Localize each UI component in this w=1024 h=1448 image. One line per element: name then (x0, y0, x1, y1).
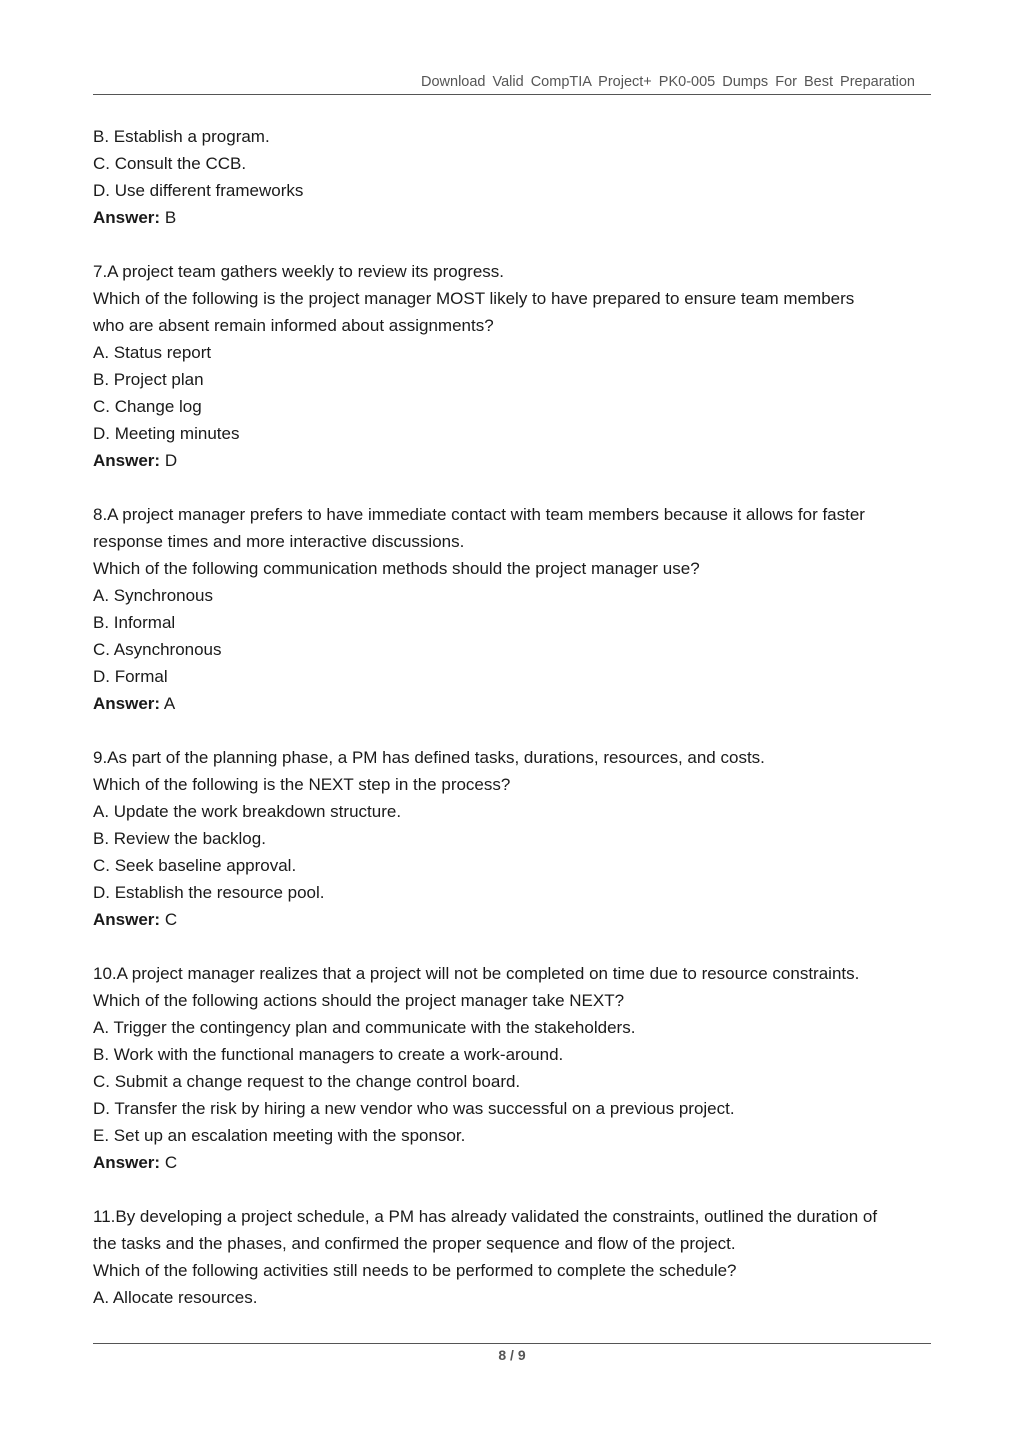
answer-line (93, 1149, 931, 1176)
question-text: 11.By developing a project schedule, a PM has already validated the constraints, outlined the duration of (93, 1207, 878, 1226)
question-text: Which of the following is the project manager MOST likely to have prepared to ensure team members (93, 289, 855, 308)
question-text: 8.A project manager prefers to have immediate contact with team members because it allows for faster (93, 505, 865, 524)
option-line: C. Seek baseline approval. (93, 856, 297, 875)
option-line: A. Synchronous (93, 586, 214, 605)
option-line: B. Project plan (93, 370, 204, 389)
option-line: E. Set up an escalation meeting with the sponsor. (93, 1126, 466, 1145)
question-text: Which of the following activities still needs to be performed to complete the schedule? (93, 1261, 737, 1280)
option-line: B. Establish a program. (93, 127, 270, 146)
answer-line (93, 204, 931, 231)
option-line: B. Review the backlog. (93, 829, 266, 848)
answer-label: Answer: (93, 451, 161, 470)
answer-label: Answer: (93, 1153, 161, 1172)
question-text: Which of the following is the NEXT step in the process? (93, 775, 511, 794)
question-text: who are absent remain informed about assignments? (93, 316, 494, 335)
option-line: B. Work with the functional managers to create a work-around. (93, 1045, 564, 1064)
answer-value: B (164, 208, 177, 227)
option-line: D. Formal (93, 667, 168, 686)
option-line: D. Use different frameworks (93, 181, 304, 200)
question-text: Which of the following communication methods should the project manager use? (93, 559, 700, 578)
option-line: A. Status report (93, 343, 212, 362)
answer-value: C (164, 910, 178, 929)
spacer (93, 717, 931, 744)
answer-line (93, 690, 931, 717)
question-text: response times and more interactive discussions. (93, 532, 465, 551)
document-body (93, 123, 931, 1311)
option-line: C. Change log (93, 397, 202, 416)
page-header (93, 72, 931, 95)
option-line: D. Establish the resource pool. (93, 883, 325, 902)
question-text: Which of the following actions should the project manager take NEXT? (93, 991, 625, 1010)
option-line: D. Meeting minutes (93, 424, 240, 443)
question-text: 7.A project team gathers weekly to review its progress. (93, 262, 505, 281)
spacer (93, 933, 931, 960)
answer-value: A (163, 694, 176, 713)
answer-value: D (164, 451, 178, 470)
option-line: B. Informal (93, 613, 176, 632)
answer-line (93, 447, 931, 474)
option-line: A. Update the work breakdown structure. (93, 802, 402, 821)
option-line: D. Transfer the risk by hiring a new vendor who was successful on a previous project. (93, 1099, 735, 1118)
option-line: C. Submit a change request to the change control board. (93, 1072, 521, 1091)
question-text: the tasks and the phases, and confirmed the proper sequence and flow of the project. (93, 1234, 736, 1253)
spacer (93, 1176, 931, 1203)
question-text: 10.A project manager realizes that a project will not be completed on time due to resource constraints. (93, 964, 860, 983)
answer-label: Answer: (93, 694, 161, 713)
option-line: A. Trigger the contingency plan and communicate with the stakeholders. (93, 1018, 636, 1037)
page-footer (93, 1343, 931, 1365)
option-line: A. Allocate resources. (93, 1288, 258, 1307)
answer-value: C (164, 1153, 178, 1172)
answer-line (93, 906, 931, 933)
spacer (93, 231, 931, 258)
option-line: C. Asynchronous (93, 640, 222, 659)
question-text: 9.As part of the planning phase, a PM has defined tasks, durations, resources, and costs. (93, 748, 765, 767)
spacer (93, 474, 931, 501)
header-title: Download Valid CompTIA Project+ PK0-005 Dumps For Best Preparation (421, 74, 915, 90)
page-number: 8 / 9 (498, 1347, 526, 1363)
answer-label: Answer: (93, 208, 161, 227)
option-line: C. Consult the CCB. (93, 154, 247, 173)
answer-label: Answer: (93, 910, 161, 929)
